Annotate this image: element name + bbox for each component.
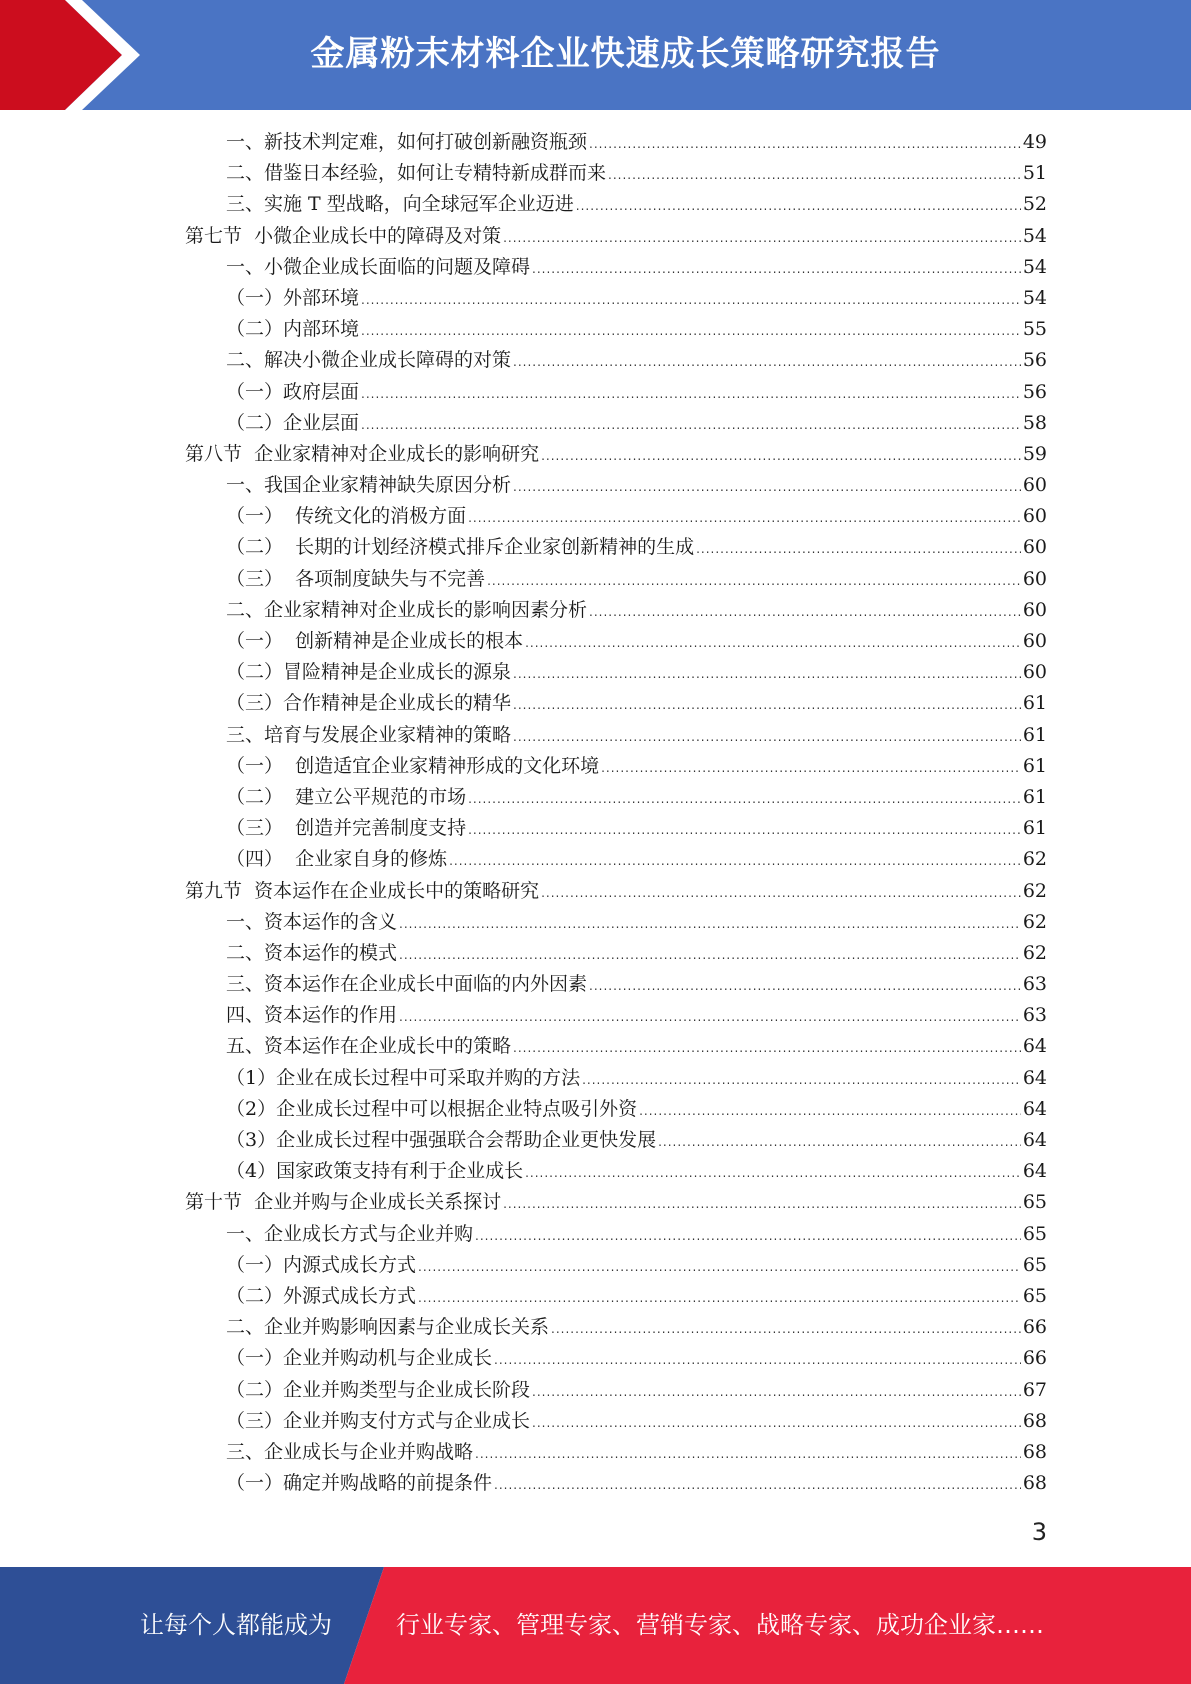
- toc-entry-title: （二）企业层面: [226, 411, 360, 434]
- toc-entry-title: 二、借鉴日本经验，如何让专精特新成群而来: [226, 162, 607, 185]
- toc-leader-dots: [399, 940, 1021, 971]
- toc-entry-title: 第十节 企业并购与企业成长关系探讨: [185, 1191, 502, 1214]
- toc-leader-dots: [696, 534, 1021, 565]
- toc-leader-dots: [513, 1033, 1021, 1064]
- toc-entry[interactable]: [0, 345, 1047, 376]
- toc-entry-page: 68: [1022, 1440, 1047, 1463]
- toc-entry-page: 54: [1022, 286, 1047, 309]
- toc-leader-dots: [487, 566, 1021, 597]
- toc-entry-title: （二） 建立公平规范的市场: [226, 785, 467, 808]
- toc-leader-dots: [589, 597, 1021, 628]
- toc-entry-title: （三） 创造并完善制度支持: [226, 817, 467, 840]
- toc-leader-dots: [418, 1252, 1021, 1283]
- toc-leader-dots: [551, 1314, 1021, 1345]
- toc-leader-dots: [541, 441, 1021, 472]
- toc-entry-page: 60: [1022, 536, 1047, 559]
- toc-entry-page: 60: [1022, 567, 1047, 590]
- toc-entry-title: 二、资本运作的模式: [226, 941, 398, 964]
- toc-entry[interactable]: [0, 377, 1047, 408]
- toc-entry-page: 60: [1022, 474, 1047, 497]
- toc-leader-dots: [361, 316, 1021, 347]
- toc-entry-page: 62: [1022, 910, 1047, 933]
- toc-entry-title: 一、新技术判定难，如何打破创新融资瓶颈: [226, 131, 588, 153]
- toc-entry[interactable]: [0, 1437, 1047, 1468]
- toc-leader-dots: [601, 753, 1021, 784]
- toc-leader-dots: [361, 379, 1021, 410]
- toc-entry[interactable]: [0, 626, 1047, 657]
- toc-leader-dots: [399, 909, 1021, 940]
- toc-leader-dots: [582, 1065, 1021, 1096]
- toc-entry-title: （一）内源式成长方式: [226, 1253, 417, 1276]
- toc-entry-page: 51: [1022, 162, 1047, 185]
- toc-entry[interactable]: [0, 439, 1047, 470]
- toc-entry[interactable]: [0, 252, 1047, 283]
- toc-entry-page: 66: [1022, 1347, 1047, 1370]
- toc-entry-page: 54: [1022, 255, 1047, 278]
- toc-entry[interactable]: [0, 283, 1047, 314]
- toc-entry-page: 59: [1022, 442, 1047, 465]
- toc-entry-page: 64: [1022, 1097, 1047, 1120]
- toc-entry-page: 60: [1022, 630, 1047, 652]
- toc-entry[interactable]: [0, 501, 1047, 532]
- toc-entry[interactable]: [0, 1125, 1047, 1156]
- footer-slogan-right: 行业专家、管理专家、营销专家、战略专家、成功企业家……: [396, 1611, 1044, 1639]
- toc-entry-page: 64: [1022, 1160, 1047, 1183]
- toc-entry-page: 68: [1022, 1409, 1047, 1432]
- toc-entry-page: 65: [1022, 1191, 1047, 1214]
- toc-entry[interactable]: [0, 782, 1047, 813]
- toc-entry[interactable]: [0, 1375, 1047, 1406]
- toc-entry-title: 三、企业成长与企业并购战略: [226, 1440, 474, 1463]
- toc-entry[interactable]: [0, 1031, 1047, 1062]
- toc-entry-page: 61: [1022, 754, 1047, 777]
- toc-entry-page: 64: [1022, 1066, 1047, 1089]
- toc-leader-dots: [639, 1096, 1021, 1127]
- toc-leader-dots: [513, 347, 1021, 378]
- toc-entry[interactable]: [0, 688, 1047, 719]
- toc-entry[interactable]: [0, 1000, 1047, 1031]
- toc-entry-title: 三、培育与发展企业家精神的策略: [226, 723, 512, 746]
- toc-entry-page: 64: [1022, 1129, 1047, 1151]
- toc-entry-page: 58: [1022, 411, 1047, 434]
- toc-leader-dots: [532, 1377, 1021, 1408]
- toc-entry[interactable]: [0, 657, 1047, 688]
- toc-leader-dots: [513, 472, 1021, 503]
- toc-entry-page: 62: [1022, 848, 1047, 871]
- toc-entry-title: 一、我国企业家精神缺失原因分析: [226, 474, 512, 497]
- toc-entry[interactable]: [0, 221, 1047, 252]
- toc-entry[interactable]: [0, 127, 1047, 158]
- toc-entry-title: （1）企业在成长过程中可采取并购的方法: [226, 1066, 581, 1089]
- toc-entry[interactable]: [0, 1094, 1047, 1125]
- toc-entry[interactable]: [0, 1187, 1047, 1218]
- toc-leader-dots: [513, 659, 1021, 690]
- toc-leader-dots: [475, 1439, 1021, 1470]
- toc-entry[interactable]: [0, 595, 1047, 626]
- toc-entry[interactable]: [0, 408, 1047, 439]
- toc-entry-title: （二） 长期的计划经济模式排斥企业家创新精神的生成: [226, 536, 695, 559]
- toc-entry[interactable]: [0, 1250, 1047, 1281]
- toc-leader-dots: [503, 1189, 1021, 1220]
- toc-entry-title: 二、解决小微企业成长障碍的对策: [226, 349, 512, 372]
- toc-entry-title: 二、企业家精神对企业成长的影响因素分析: [226, 598, 588, 621]
- table-of-contents: [0, 127, 1191, 1499]
- toc-entry-page: 62: [1022, 941, 1047, 964]
- toc-leader-dots: [576, 191, 1021, 222]
- toc-entry-page: 65: [1022, 1222, 1047, 1245]
- toc-entry[interactable]: [0, 158, 1047, 189]
- toc-leader-dots: [513, 690, 1021, 721]
- toc-leader-dots: [525, 1158, 1021, 1189]
- toc-entry[interactable]: [0, 907, 1047, 938]
- toc-entry[interactable]: [0, 876, 1047, 907]
- toc-entry-title: （三） 各项制度缺失与不完善: [226, 567, 486, 590]
- toc-entry-page: 64: [1022, 1035, 1047, 1058]
- toc-entry-page: 62: [1022, 879, 1047, 902]
- page-footer: [0, 1567, 1191, 1684]
- toc-entry[interactable]: [0, 1063, 1047, 1094]
- toc-entry[interactable]: [0, 314, 1047, 345]
- footer-slogan-left: 让每个人都能成为: [140, 1611, 332, 1639]
- toc-entry-title: 三、实施 T 型战略，向全球冠军企业迈进: [226, 193, 574, 216]
- toc-entry-page: 61: [1022, 723, 1047, 746]
- toc-entry-page: 55: [1022, 318, 1047, 341]
- toc-entry-page: 60: [1022, 598, 1047, 621]
- toc-entry[interactable]: [0, 844, 1047, 875]
- toc-entry-page: 49: [1022, 131, 1047, 153]
- toc-entry-title: 二、企业并购影响因素与企业成长关系: [226, 1316, 550, 1339]
- toc-entry[interactable]: [0, 751, 1047, 782]
- toc-entry[interactable]: [0, 470, 1047, 501]
- toc-entry-title: （一）政府层面: [226, 380, 360, 403]
- toc-entry[interactable]: [0, 1156, 1047, 1187]
- toc-entry-title: （二）企业并购类型与企业成长阶段: [226, 1378, 531, 1401]
- report-title: 金属粉末材料企业快速成长策略研究报告: [310, 34, 941, 74]
- toc-entry-title: （二）外源式成长方式: [226, 1284, 417, 1307]
- toc-entry-page: 68: [1022, 1472, 1047, 1495]
- toc-leader-dots: [475, 1221, 1021, 1252]
- toc-entry-page: 60: [1022, 661, 1047, 684]
- toc-entry-title: 一、企业成长方式与企业并购: [226, 1222, 474, 1245]
- toc-entry-page: 65: [1022, 1284, 1047, 1307]
- toc-entry-page: 65: [1022, 1253, 1047, 1276]
- toc-entry-title: 五、资本运作在企业成长中的策略: [226, 1035, 512, 1058]
- toc-entry-title: 一、资本运作的含义: [226, 910, 398, 933]
- toc-entry-page: 61: [1022, 785, 1047, 808]
- toc-entry-title: （三）合作精神是企业成长的精华: [226, 692, 512, 715]
- toc-entry[interactable]: [0, 1312, 1047, 1343]
- toc-entry-title: 四、资本运作的作用: [226, 1004, 398, 1027]
- toc-leader-dots: [541, 878, 1021, 909]
- toc-leader-dots: [494, 1345, 1021, 1376]
- toc-leader-dots: [589, 129, 1021, 160]
- toc-entry-title: （三）企业并购支付方式与企业成长: [226, 1409, 531, 1432]
- toc-entry-title: （一） 创造适宜企业家精神形成的文化环境: [226, 754, 600, 777]
- toc-entry-title: 第八节 企业家精神对企业成长的影响研究: [185, 442, 540, 465]
- toc-entry-page: 60: [1022, 505, 1047, 528]
- toc-entry-title: （一） 传统文化的消极方面: [226, 505, 467, 528]
- toc-leader-dots: [525, 628, 1021, 659]
- toc-leader-dots: [468, 503, 1021, 534]
- toc-entry-page: 63: [1022, 973, 1047, 996]
- toc-leader-dots: [658, 1127, 1021, 1158]
- toc-entry-title: （一） 创新精神是企业成长的根本: [226, 630, 524, 652]
- toc-entry-title: 一、小微企业成长面临的问题及障碍: [226, 255, 531, 278]
- toc-leader-dots: [532, 1408, 1021, 1439]
- toc-entry-page: 66: [1022, 1316, 1047, 1339]
- toc-entry[interactable]: [0, 1468, 1047, 1499]
- toc-entry-title: （二）冒险精神是企业成长的源泉: [226, 661, 512, 684]
- toc-entry-title: （一）确定并购战略的前提条件: [226, 1472, 493, 1495]
- toc-leader-dots: [532, 254, 1021, 285]
- toc-entry[interactable]: [0, 1406, 1047, 1437]
- toc-entry[interactable]: [0, 938, 1047, 969]
- toc-entry-page: 63: [1022, 1004, 1047, 1027]
- toc-entry-title: （二）内部环境: [226, 318, 360, 341]
- toc-entry-title: （一）外部环境: [226, 286, 360, 309]
- toc-entry-page: 56: [1022, 380, 1047, 403]
- page-header: [0, 0, 1191, 110]
- toc-entry[interactable]: [0, 969, 1047, 1000]
- toc-leader-dots: [449, 846, 1021, 877]
- toc-entry[interactable]: [0, 1281, 1047, 1312]
- toc-leader-dots: [418, 1283, 1021, 1314]
- toc-entry[interactable]: [0, 1219, 1047, 1250]
- toc-entry[interactable]: [0, 720, 1047, 751]
- toc-entry-title: （四） 企业家自身的修炼: [226, 848, 448, 871]
- page-number: 3: [1031, 1518, 1047, 1546]
- toc-entry-title: （2）企业成长过程中可以根据企业特点吸引外资: [226, 1097, 638, 1120]
- toc-leader-dots: [361, 410, 1021, 441]
- toc-entry[interactable]: [0, 1343, 1047, 1374]
- toc-leader-dots: [468, 784, 1021, 815]
- toc-entry[interactable]: [0, 564, 1047, 595]
- toc-leader-dots: [503, 223, 1021, 254]
- toc-leader-dots: [399, 1002, 1021, 1033]
- toc-entry-page: 54: [1022, 224, 1047, 247]
- toc-leader-dots: [494, 1470, 1021, 1501]
- toc-entry-title: （一）企业并购动机与企业成长: [226, 1347, 493, 1370]
- toc-entry[interactable]: [0, 189, 1047, 220]
- toc-entry-title: 第七节 小微企业成长中的障碍及对策: [185, 224, 502, 247]
- toc-entry-page: 67: [1022, 1378, 1047, 1401]
- toc-entry-title: （3）企业成长过程中强强联合会帮助企业更快发展: [226, 1129, 657, 1151]
- toc-entry[interactable]: [0, 532, 1047, 563]
- toc-leader-dots: [608, 160, 1021, 191]
- toc-leader-dots: [513, 722, 1021, 753]
- toc-entry-page: 52: [1022, 193, 1047, 216]
- toc-entry-page: 61: [1022, 817, 1047, 840]
- toc-leader-dots: [589, 971, 1021, 1002]
- toc-entry[interactable]: [0, 813, 1047, 844]
- toc-entry-title: 三、资本运作在企业成长中面临的内外因素: [226, 973, 588, 996]
- toc-leader-dots: [468, 815, 1021, 846]
- toc-entry-page: 56: [1022, 349, 1047, 372]
- toc-entry-title: 第九节 资本运作在企业成长中的策略研究: [185, 879, 540, 902]
- toc-entry-page: 61: [1022, 692, 1047, 715]
- toc-leader-dots: [361, 285, 1021, 316]
- toc-entry-title: （4）国家政策支持有利于企业成长: [226, 1160, 524, 1183]
